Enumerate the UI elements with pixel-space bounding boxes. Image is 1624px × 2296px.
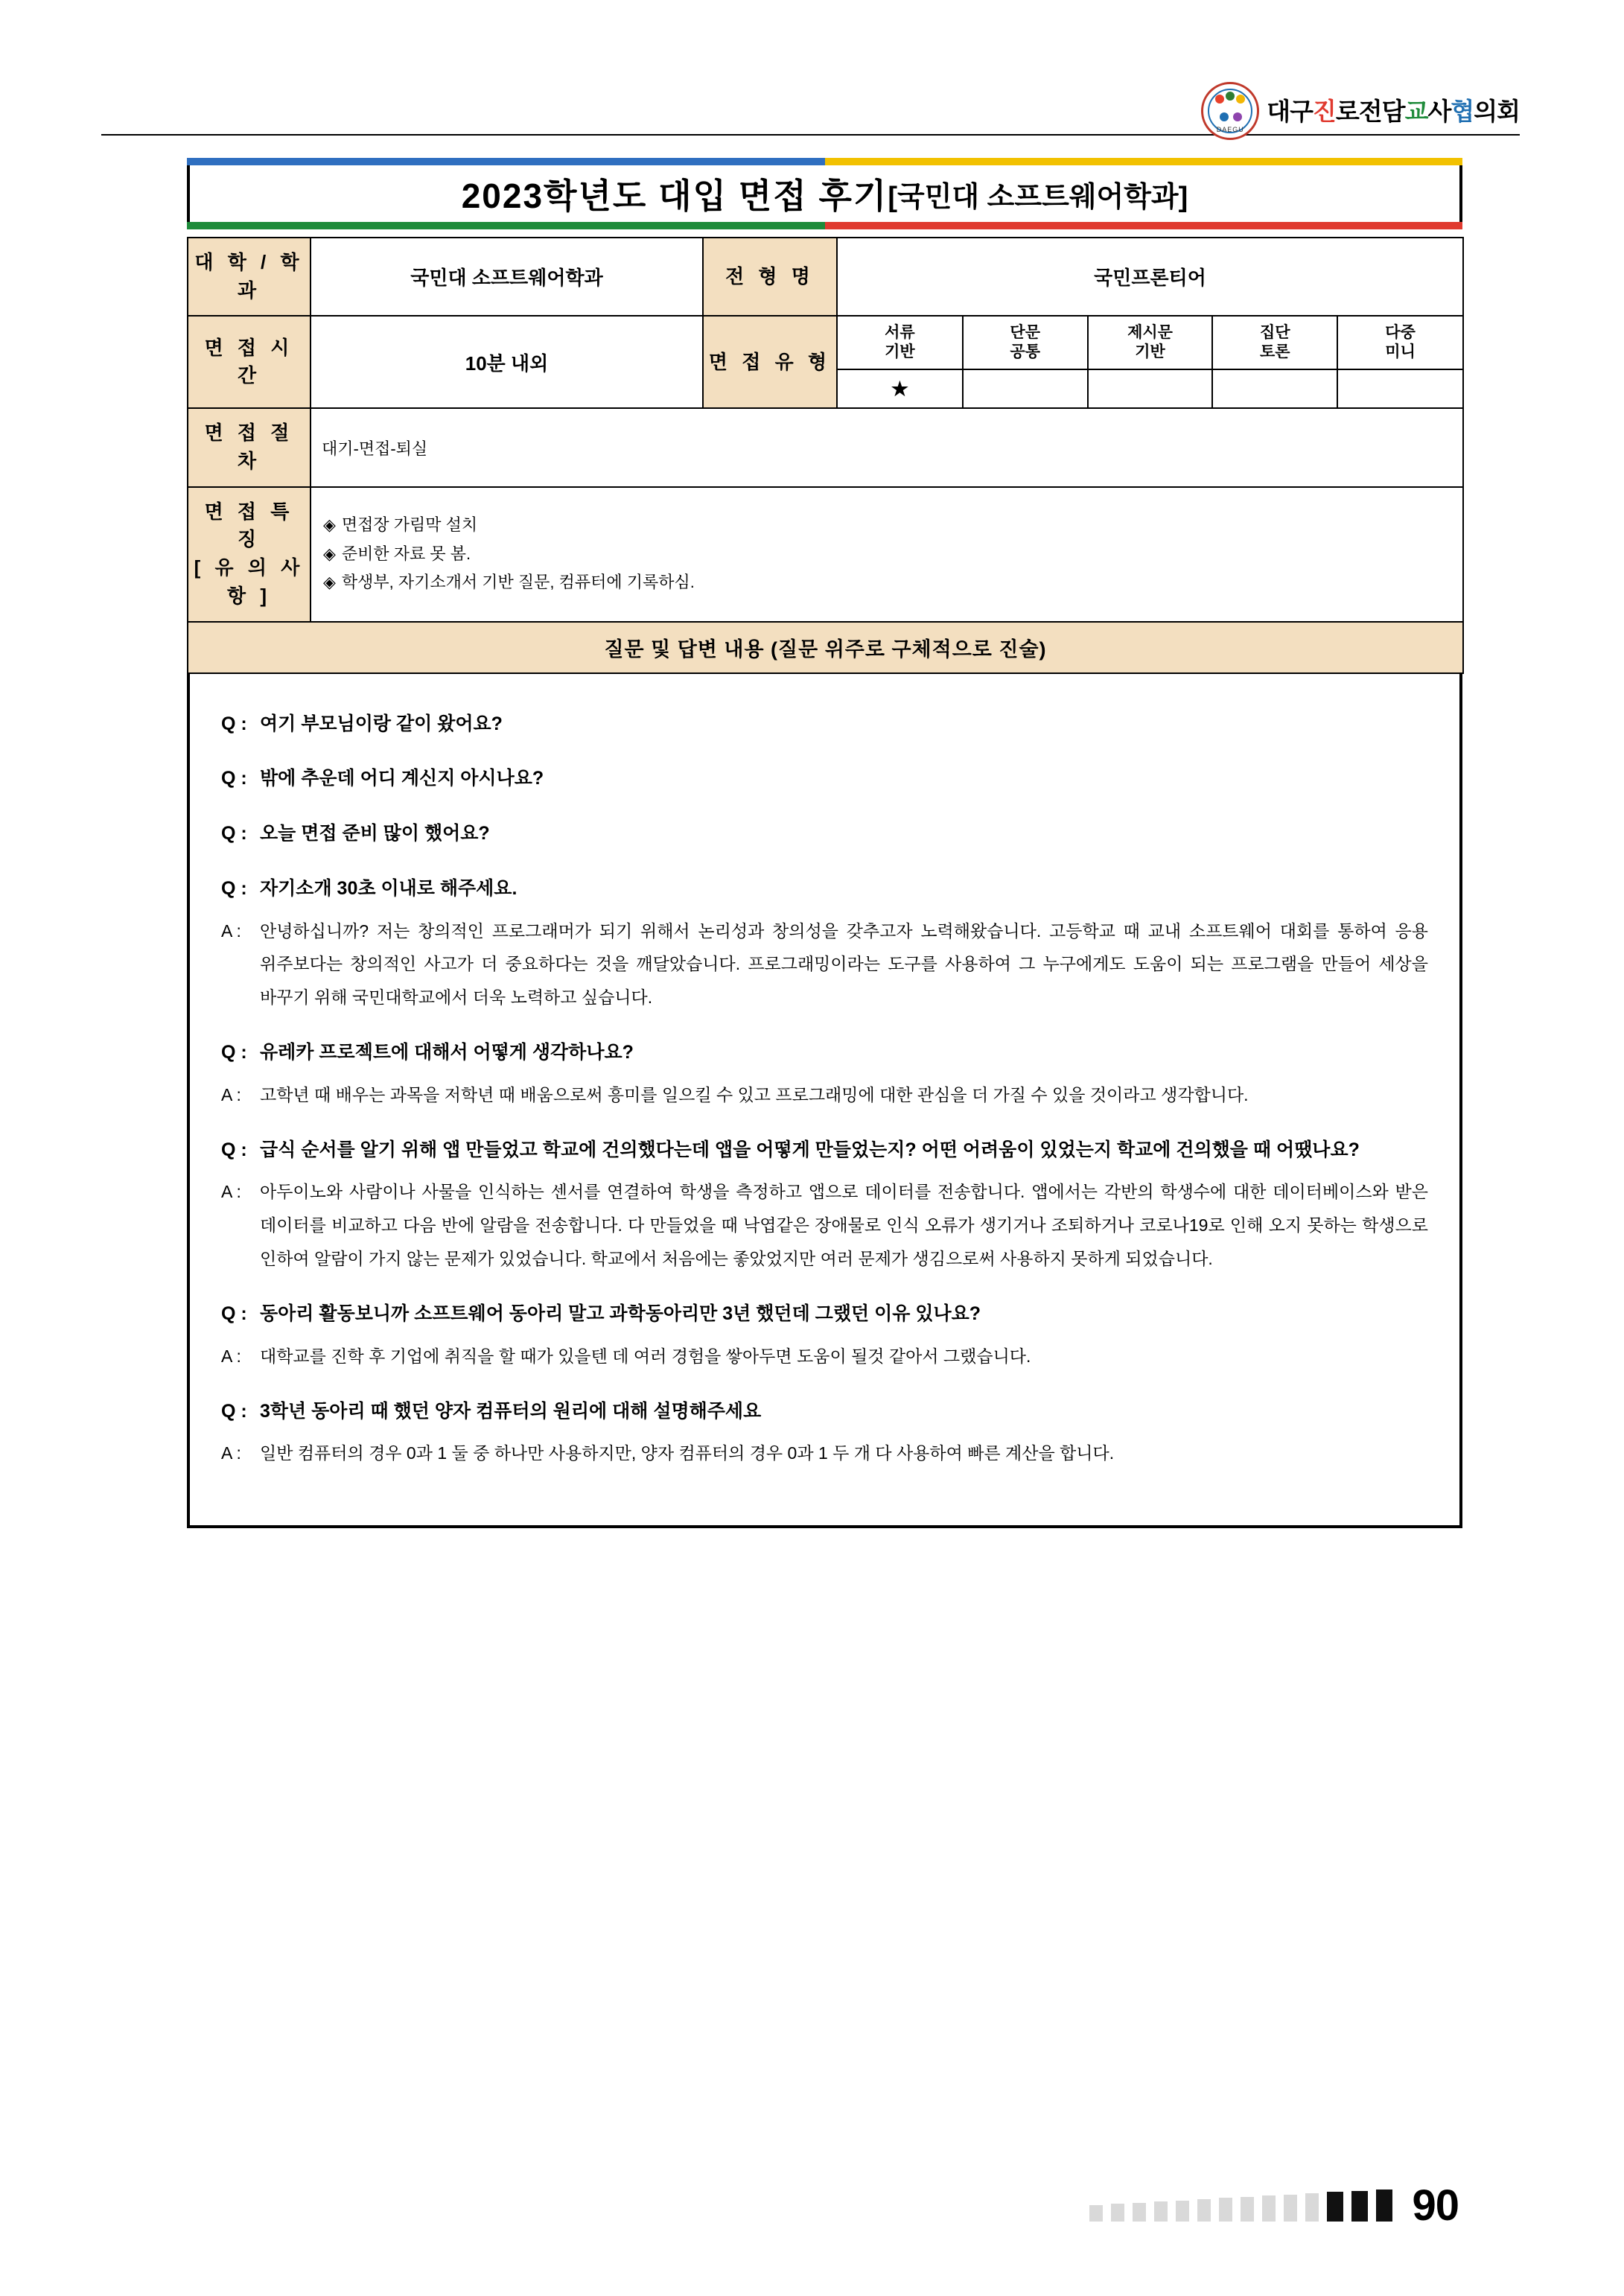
stripe-segment: [1144, 222, 1462, 229]
footer-bar: [1089, 2205, 1103, 2222]
feature-text: 학생부, 자기소개서 기반 질문, 컴퓨터에 기록하심.: [341, 573, 695, 592]
answer-line: [221, 1175, 1428, 1276]
stripe-segment: [506, 222, 824, 229]
answer-text: 대학교를 진학 후 기업에 취직을 할 때가 있을텐 데 여러 경험을 쌓아두면 도움이 될것 같아서 그랬습니다.: [260, 1346, 1031, 1366]
answer-text: 안녕하십니까? 저는 창의적인 프로그래머가 되기 위해서 논리성과 창의성을 갖추고자 노력해왔습니다. 고등학교 때 교내 소프트웨어 대회를 통하여 응용 위주보다는 창의적인 사고가 더 중요하다는 것을 깨달았습니다. 프로그래밍이라는 도구를 사용하여 그 누구에게도 도움이 되는 프로그램을 만들어 세상을 바꾸기 위해 국민대학교에서 더욱 노력하고 싶습니다.: [260, 920, 1428, 1008]
stripe-segment: [825, 158, 1144, 165]
organization-brand: [1201, 82, 1520, 140]
table-row: [188, 408, 1463, 486]
stripe-segment: [1144, 158, 1462, 165]
label-university: 대 학 / 학 과: [188, 238, 311, 316]
interview-type-mark-1: [963, 369, 1088, 407]
question-text: 밖에 추운데 어디 계신지 아시나요?: [260, 768, 544, 789]
footer-bar: [1154, 2201, 1168, 2222]
logo-caption: DAEGU: [1216, 126, 1244, 133]
feature-text: 면접장 가림막 설치: [341, 515, 478, 535]
answer-marker: A :: [221, 1084, 241, 1104]
qa-item: [221, 1037, 1428, 1112]
document-header: [101, 82, 1520, 140]
footer-bar: [1305, 2193, 1319, 2222]
question-marker: Q :: [221, 1139, 247, 1160]
feature-item: [323, 511, 1451, 540]
interview-meta-table: [187, 237, 1464, 674]
question-line: [221, 1037, 1428, 1069]
table-row: [838, 369, 1462, 407]
stripe-segment: [187, 158, 506, 165]
interview-type-mark-0: ★: [838, 369, 963, 407]
question-line: [221, 873, 1428, 906]
qa-content: [187, 674, 1462, 1529]
question-marker: Q :: [221, 877, 247, 899]
interview-type-header-2: 제시문 기반: [1088, 317, 1213, 369]
footer-bar-decoration: [1089, 2190, 1392, 2222]
question-text: 동아리 활동보니까 소프트웨어 동아리 말고 과학동아리만 3년 했던데 그랬던 이유 있나요?: [260, 1303, 981, 1324]
page-subtitle: [국민대 소프트웨어학과]: [888, 181, 1188, 213]
document-body: [187, 237, 1462, 1528]
title-stripes-top: [187, 158, 1462, 165]
table-row: [188, 316, 1463, 408]
question-text: 여기 부모님이랑 같이 왔어요?: [260, 713, 503, 734]
interview-type-header-0: 서류 기반: [838, 317, 963, 369]
question-line: [221, 1396, 1428, 1428]
label-line: [ 유 의 사 항 ]: [194, 556, 305, 607]
footer-bar: [1176, 2201, 1189, 2222]
qa-item: [221, 708, 1428, 741]
title-stripes-bottom: [187, 222, 1462, 229]
question-line: [221, 708, 1428, 741]
answer-line: [221, 1078, 1428, 1112]
page-number: 90: [1412, 2181, 1459, 2230]
answer-marker: A :: [221, 1346, 241, 1366]
qa-item: [221, 1134, 1428, 1276]
footer-bar: [1327, 2192, 1343, 2222]
question-line: [221, 818, 1428, 850]
page-title: 2023학년도 대입 면접 후기: [461, 177, 888, 215]
question-line: [221, 763, 1428, 795]
question-marker: Q :: [221, 1400, 247, 1422]
value-interview-process: 대기-면접-퇴실: [311, 408, 1463, 486]
table-row: [188, 622, 1463, 673]
footer-bar: [1284, 2195, 1297, 2222]
interview-type-table: [838, 317, 1462, 407]
question-marker: Q :: [221, 823, 247, 844]
table-row: [188, 487, 1463, 622]
qa-item: [221, 1298, 1428, 1373]
answer-text: 고학년 때 배우는 과목을 저학년 때 배움으로써 흥미를 일으킬 수 있고 프로그래밍에 대한 관심을 더 가질 수 있을 것이라고 생각합니다.: [260, 1084, 1249, 1104]
footer-bar: [1219, 2198, 1232, 2222]
answer-text: 일반 컴퓨터의 경우 0과 1 둘 중 하나만 사용하지만, 양자 컴퓨터의 경우 0과 1 두 개 다 사용하여 빠른 계산을 합니다.: [260, 1443, 1115, 1463]
label-interview-time: 면 접 시 간: [188, 316, 311, 408]
qa-item: [221, 818, 1428, 850]
label-line: 면 접 특 징: [204, 500, 294, 551]
qa-item: [221, 1396, 1428, 1471]
title-banner: [187, 158, 1462, 229]
label-interview-type: 면 접 유 형: [703, 316, 837, 408]
question-text: 자기소개 30초 이내로 해주세요.: [260, 877, 518, 899]
question-marker: Q :: [221, 713, 247, 734]
feature-text: 준비한 자료 못 봄.: [341, 544, 471, 563]
footer-bar: [1376, 2190, 1392, 2222]
value-interview-time: 10분 내외: [311, 316, 703, 408]
footer-bar: [1133, 2203, 1146, 2222]
stripe-segment: [825, 222, 1144, 229]
qa-item: [221, 873, 1428, 1014]
brand-name-part-6: 의회: [1474, 97, 1520, 125]
answer-marker: A :: [221, 1443, 241, 1463]
interview-type-header-1: 단문 공통: [963, 317, 1088, 369]
answer-line: [221, 915, 1428, 1015]
table-row: [838, 317, 1462, 369]
question-marker: Q :: [221, 768, 247, 789]
brand-name-part-4: 사: [1427, 97, 1451, 125]
question-text: 급식 순서를 알기 위해 앱 만들었고 학교에 건의했다는데 앱을 어떻게 만들었는지? 어떤 어려움이 있었는지 학교에 건의했을 때 어땠나요?: [260, 1139, 1360, 1160]
qa-section-heading: 질문 및 답변 내용 (질문 위주로 구체적으로 진술): [188, 622, 1463, 673]
diamond-bullet-icon: ◈: [323, 515, 336, 535]
feature-item: [323, 568, 1451, 597]
interview-type-header-3: 집단 토론: [1212, 317, 1337, 369]
question-line: [221, 1298, 1428, 1331]
brand-name-part-2: 로전담: [1335, 97, 1405, 125]
question-line: [221, 1134, 1428, 1167]
brand-name-part-1: 진: [1313, 97, 1336, 125]
footer-bar: [1262, 2195, 1276, 2222]
organization-name: [1267, 99, 1520, 124]
interview-type-mark-2: [1088, 369, 1213, 407]
title-bar: [187, 165, 1462, 222]
footer-bar: [1197, 2199, 1211, 2222]
interview-type-header-4: 다중 미니: [1337, 317, 1462, 369]
daegu-logo-icon: [1201, 82, 1259, 140]
interview-type-mark-3: [1212, 369, 1337, 407]
answer-line: [221, 1340, 1428, 1373]
label-interview-features: [188, 487, 311, 622]
stripe-segment: [506, 158, 824, 165]
value-university: 국민대 소프트웨어학과: [311, 238, 703, 316]
interview-type-cell: [837, 316, 1463, 408]
label-admission-type: 전 형 명: [703, 238, 837, 316]
question-text: 유레카 프로젝트에 대해서 어떻게 생각하나요?: [260, 1042, 634, 1063]
stripe-segment: [187, 222, 506, 229]
answer-text: 아두이노와 사람이나 사물을 인식하는 센서를 연결하여 학생을 측정하고 앱으로 데이터를 전송합니다. 앱에서는 각반의 학생수에 대한 데이터베이스와 받은 데이터를 비교하고 다음 반에 알람을 전송합니다. 다 만들었을 때 낙엽같은 장애물로 인식 오류가 생기거나 조퇴하거나 코로나19로 인해 오지 못하는 학생으로 인하여 알람이 가지 않는 문제가 있었습니다. 학교에서 처음에는 좋았었지만 여러 문제가 생김으로써 사용하지 못하게 되었습니다.: [260, 1182, 1428, 1269]
value-admission-type: 국민프론티어: [837, 238, 1463, 316]
question-text: 3학년 동아리 때 했던 양자 컴퓨터의 원리에 대해 설명해주세요: [260, 1400, 762, 1422]
label-interview-process: 면 접 절 차: [188, 408, 311, 486]
diamond-bullet-icon: ◈: [323, 573, 336, 592]
table-row: [188, 238, 1463, 316]
brand-name-part-3: 교: [1404, 97, 1428, 125]
question-marker: Q :: [221, 1303, 247, 1324]
page-footer: [0, 2181, 1624, 2230]
answer-marker: A :: [221, 920, 241, 941]
question-marker: Q :: [221, 1042, 247, 1063]
answer-line: [221, 1437, 1428, 1470]
brand-name-part-0: 대구: [1267, 97, 1313, 125]
footer-bar: [1351, 2191, 1368, 2222]
footer-bar: [1241, 2197, 1254, 2222]
brand-name-part-5: 협: [1451, 97, 1474, 125]
value-interview-features: [311, 487, 1463, 622]
interview-type-mark-4: [1337, 369, 1462, 407]
feature-item: [323, 540, 1451, 569]
qa-item: [221, 763, 1428, 795]
answer-marker: A :: [221, 1182, 241, 1202]
diamond-bullet-icon: ◈: [323, 544, 336, 563]
footer-bar: [1111, 2204, 1124, 2222]
question-text: 오늘 면접 준비 많이 했어요?: [260, 823, 490, 844]
